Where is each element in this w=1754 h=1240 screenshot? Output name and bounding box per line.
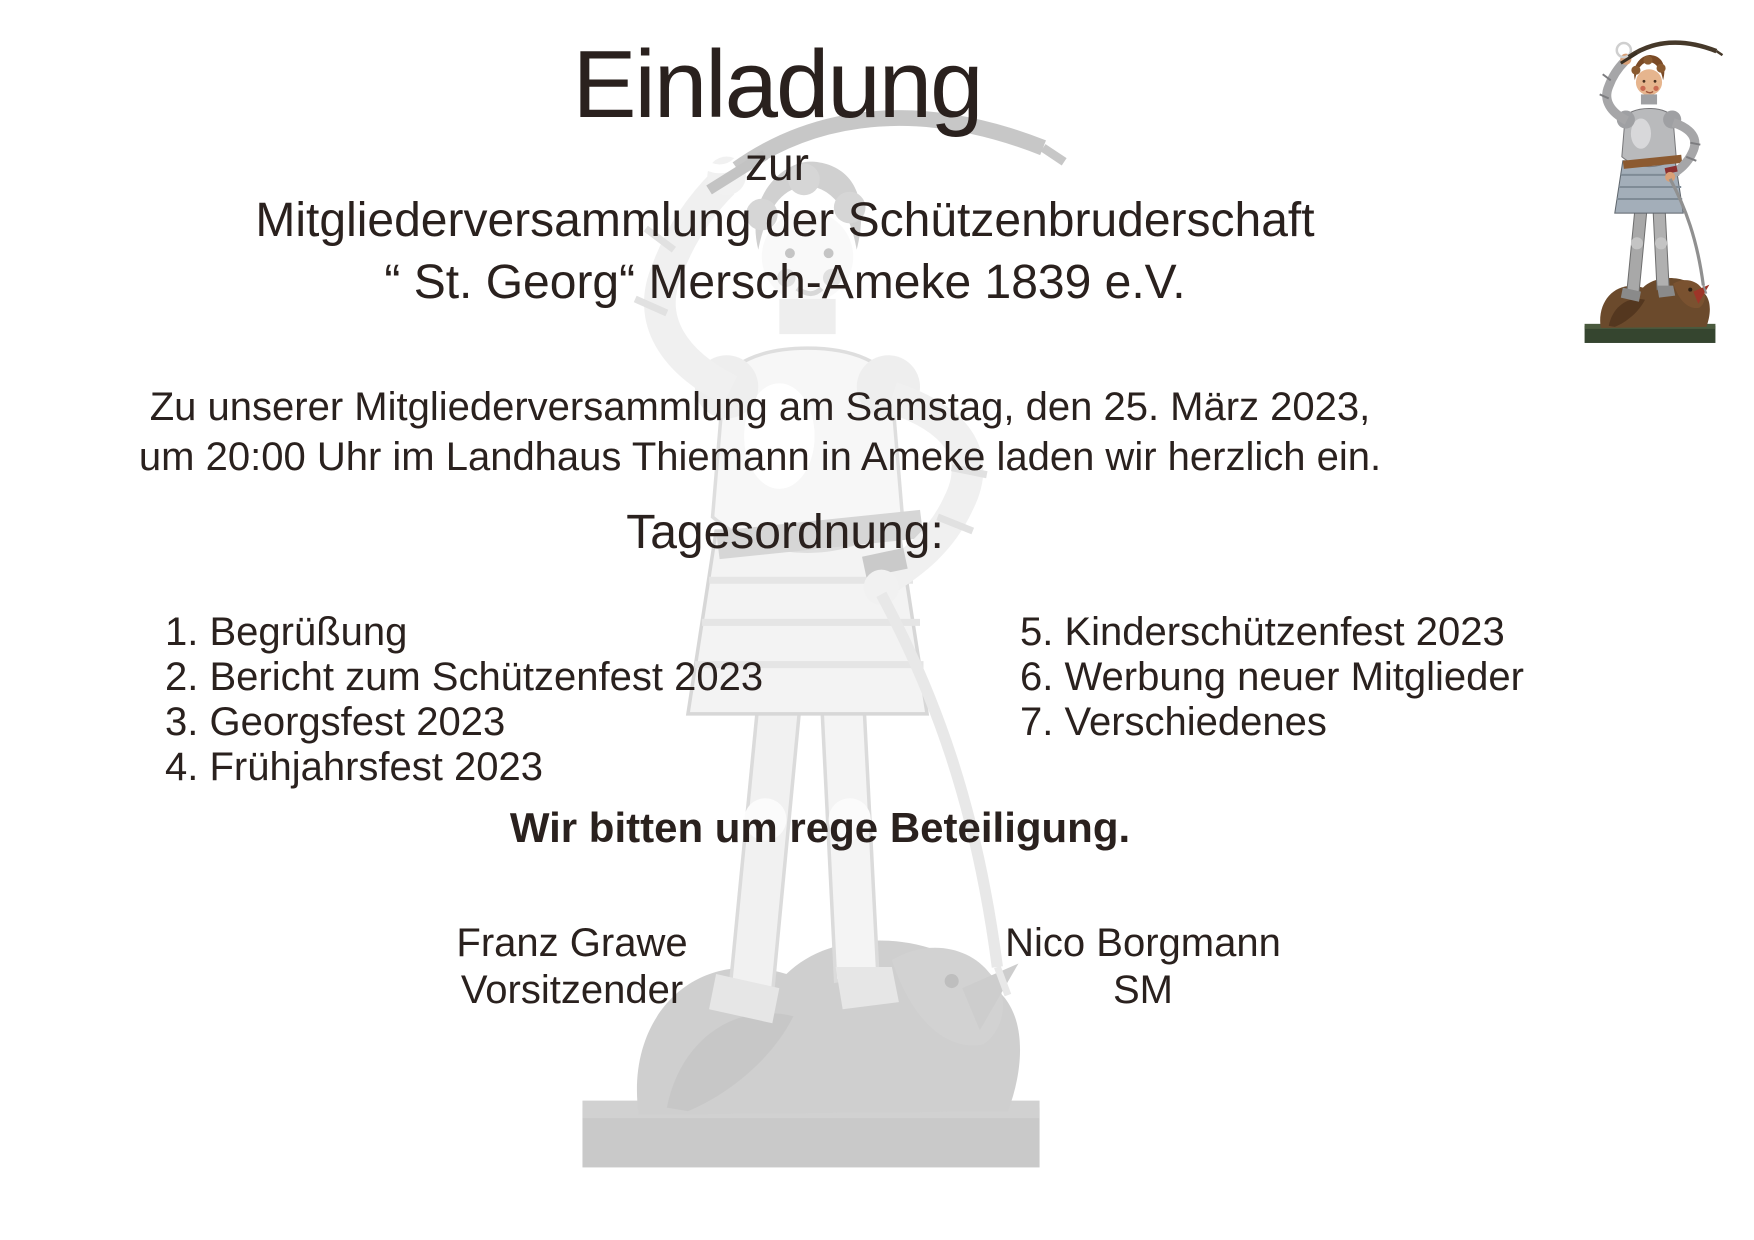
- page-title: Einladung: [572, 31, 982, 138]
- st-george-statue-image: [1568, 36, 1730, 348]
- organization-name: [0, 190, 1570, 314]
- intro-line1: Zu unserer Mitgliederversammlung am Samstag, den 25. März 2023,: [149, 385, 1371, 429]
- signature-name: Franz Grawe: [456, 921, 688, 965]
- signature-right: [943, 920, 1343, 1014]
- signature-role: SM: [1113, 968, 1173, 1012]
- agenda-right-list: [1020, 610, 1524, 790]
- agenda-item-1: 1. Begrüßung: [165, 610, 408, 654]
- signature-name: Nico Borgmann: [1005, 921, 1281, 965]
- agenda-section: [165, 610, 1524, 790]
- agenda-item-4: 4. Frühjahrsfest 2023: [165, 745, 543, 789]
- agenda-item-5: 5. Kinderschützenfest 2023: [1020, 610, 1505, 654]
- agenda-item-7: 7. Verschiedenes: [1020, 700, 1327, 744]
- agenda-item-3: 3. Georgsfest 2023: [165, 700, 506, 744]
- agenda-heading: Tagesordnung:: [626, 506, 944, 559]
- organization-name-line1: Mitgliederversammlung der Schützenbruderschaft: [255, 194, 1315, 247]
- intro-line2: um 20:00 Uhr im Landhaus Thiemann in Ameke laden wir herzlich ein.: [138, 435, 1382, 479]
- signature-role: Vorsitzender: [460, 968, 684, 1012]
- agenda-item-6: 6. Werbung neuer Mitglieder: [1020, 655, 1524, 699]
- title-preposition: zur: [745, 138, 809, 190]
- agenda-left-list: [165, 610, 805, 790]
- agenda-item-2: 2. Bericht zum Schützenfest 2023: [165, 655, 764, 699]
- signature-left: [372, 920, 772, 1014]
- organization-name-line2: “ St. Georg“ Mersch-Ameke 1839 e.V.: [384, 256, 1186, 309]
- closing-line: Wir bitten um rege Beteiligung.: [509, 804, 1131, 851]
- intro-paragraph: [0, 382, 1520, 482]
